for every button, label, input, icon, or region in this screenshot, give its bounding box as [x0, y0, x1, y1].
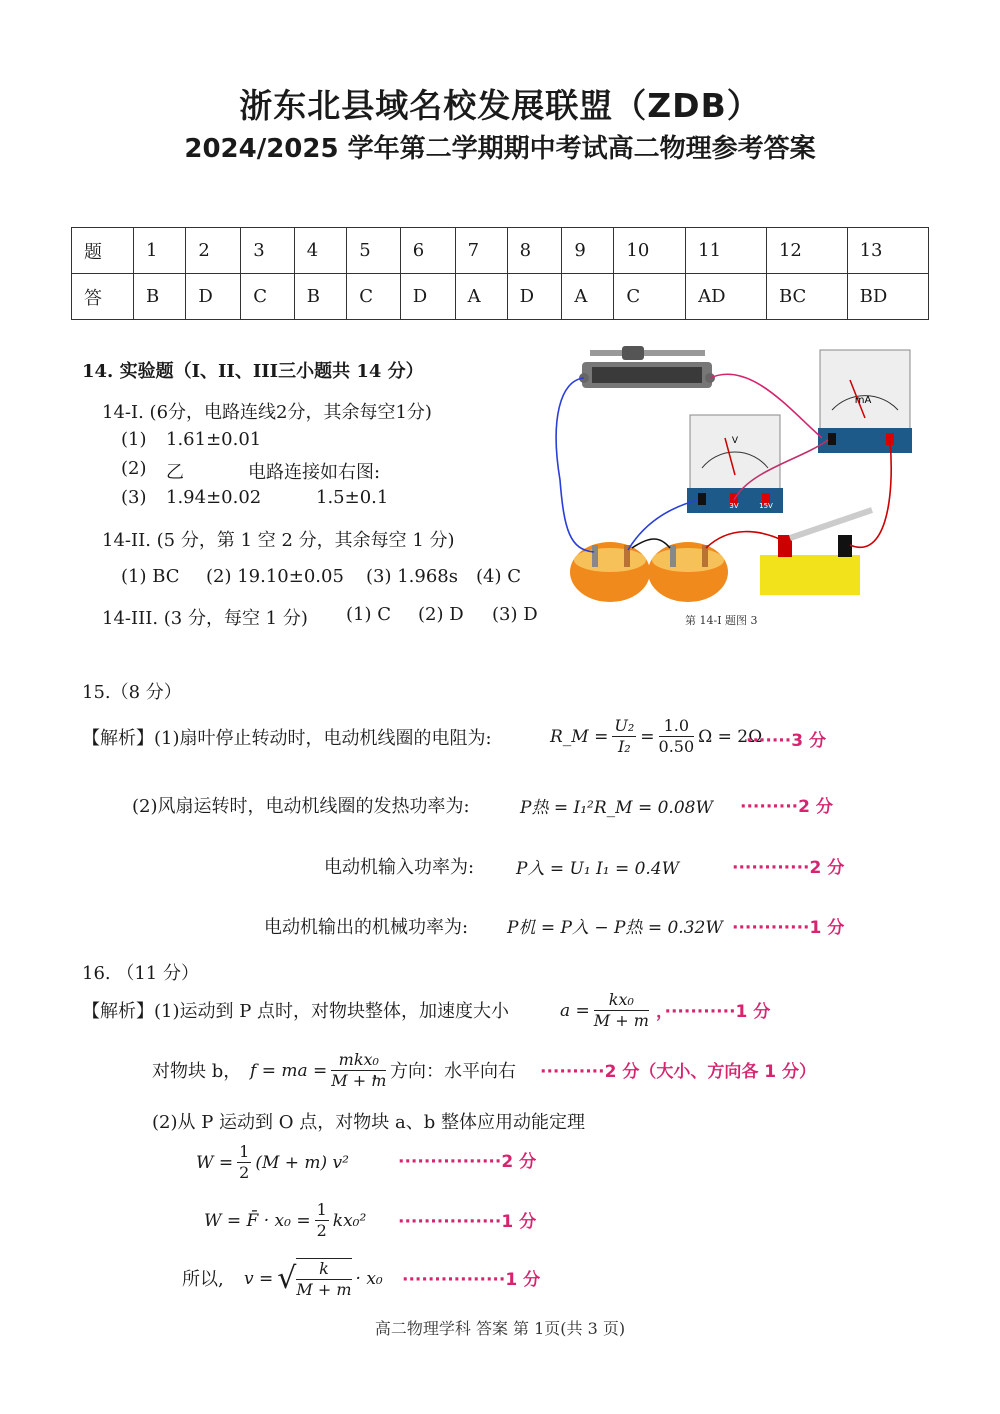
fraction-denominator: 2 [316, 1221, 327, 1240]
formula-rhs: kx₀² [332, 1210, 367, 1231]
q16-line2-score: ··········2 分（大小、方向各 1 分） [540, 1062, 816, 1082]
q15-line4-formula: P机 = P入 − P热 = 0.32W [507, 918, 723, 938]
fraction-numerator: U₂ [614, 716, 635, 735]
q16-heading: 16. （11 分） [82, 963, 199, 984]
table-cell: A [455, 274, 507, 320]
table-cell: BD [847, 274, 928, 320]
q16-formula-v [244, 1258, 383, 1300]
formula-lhs: a = [560, 1000, 590, 1021]
q14-p1-3b: 1.5±0.1 [316, 487, 389, 508]
fraction-half [315, 1200, 329, 1241]
voltmeter-terminal-3v: 3V [729, 502, 739, 510]
fraction-denominator: 0.50 [658, 737, 695, 756]
q16-w2-score: ················1 分 [398, 1212, 537, 1232]
q15-line2-score: ·········2 分 [740, 797, 833, 817]
q16-line2a: 对物块 b， [152, 1061, 242, 1082]
q16-line1-score: ，···········1 分 [656, 1002, 771, 1022]
q14-heading: 14. 实验题（I、II、III三小题共 14 分） [82, 361, 424, 382]
q14-p1-2b: 电路连接如右图: [248, 462, 381, 483]
fruit-battery-image [570, 542, 728, 602]
q14-p2-2: (2) 19.10±0.05 [206, 566, 344, 587]
voltmeter-label: V [731, 436, 739, 446]
voltmeter-terminal-15v: 15V [759, 502, 773, 510]
fraction-numerator: 1 [239, 1142, 250, 1161]
rheostat-image [579, 346, 715, 388]
row-label-answer: 答 [72, 274, 134, 320]
ammeter-label: mA [854, 395, 872, 406]
q14-p1-1-num: (1) [121, 429, 147, 450]
q15-formula-rm [550, 716, 762, 757]
page-footer: 高二物理学科 答案 第 1页(共 3 页) [374, 1319, 626, 1338]
formula-rhs: Ω = 2Ω [698, 726, 763, 747]
fraction-denominator: M + m [331, 1071, 387, 1090]
table-cell: C [241, 274, 295, 320]
q14-part1-heading: 14-I. (6分，电路连线2分，其余每空1分) [102, 402, 432, 423]
q15-line3-score: ············2 分 [732, 858, 845, 878]
q15-line3-formula: P入 = U₁ I₁ = 0.4W [516, 859, 680, 879]
table-cell: D [507, 274, 562, 320]
table-cell: 7 [455, 228, 507, 274]
q16-w1-score: ················2 分 [398, 1152, 537, 1172]
table-cell: C [614, 274, 686, 320]
q15-line4: 电动机输出的机械功率为: [264, 917, 469, 938]
table-cell: 9 [562, 228, 614, 274]
row-label-question: 题 [72, 228, 134, 274]
q15-line3: 电动机输入功率为: [324, 857, 475, 878]
table-cell: BC [766, 274, 847, 320]
table-cell: 1 [133, 228, 185, 274]
q15-heading: 15.（8 分） [82, 682, 182, 703]
q14-p2-3: (3) 1.968s [366, 566, 458, 587]
table-cell: 8 [507, 228, 562, 274]
fraction [659, 716, 695, 757]
q16-formula-a [560, 990, 649, 1031]
q14-p1-3a: 1.94±0.02 [166, 487, 262, 508]
table-row-questions [72, 228, 929, 274]
equals-sign: = [640, 726, 655, 747]
q16-so: 所以, [182, 1269, 224, 1290]
q14-p1-2-num: (2) [121, 458, 147, 479]
fraction-half [237, 1142, 251, 1183]
fraction [296, 1258, 351, 1300]
q16-v-score: ················1 分 [402, 1270, 541, 1290]
table-cell: 4 [294, 228, 346, 274]
fraction-numerator: 1 [316, 1200, 327, 1219]
q16-formula-w1 [196, 1142, 349, 1183]
q16-formula-w2 [204, 1200, 366, 1241]
q14-p1-1: 1.61±0.01 [166, 429, 262, 450]
table-cell: B [133, 274, 185, 320]
q16-line3: (2)从 P 运动到 O 点，对物块 a、b 整体应用动能定理 [152, 1112, 585, 1133]
table-cell: 13 [847, 228, 928, 274]
table-cell: AD [686, 274, 767, 320]
formula-lhs: W = [196, 1152, 234, 1173]
q16-formula-f [250, 1050, 386, 1091]
q14-p1-3-num: (3) [121, 487, 147, 508]
table-cell: A [562, 274, 614, 320]
table-cell: 6 [400, 228, 455, 274]
q15-line1: 【解析】(1)扇叶停止转动时，电动机线圈的电阻为: [82, 728, 492, 749]
formula-rhs: · x₀ [355, 1269, 383, 1289]
table-row-answers [72, 274, 929, 320]
q15-line4-score: ············1 分 [732, 918, 845, 938]
table-cell: 11 [686, 228, 767, 274]
fraction-numerator: 1.0 [659, 716, 695, 737]
formula-lhs: v = [244, 1269, 274, 1289]
table-cell: C [347, 274, 401, 320]
fraction-denominator: I₂ [617, 737, 631, 756]
fraction-numerator: k [296, 1259, 351, 1280]
fraction-numerator: kx₀ [594, 990, 649, 1011]
table-cell: 5 [347, 228, 401, 274]
switch-image [760, 510, 872, 595]
q16-line2b: ，方向：水平向右 [372, 1061, 516, 1082]
q14-p2-1: (1) BC [121, 566, 180, 587]
q15-line2-formula: P热 = I₁²R_M = 0.08W [520, 798, 713, 818]
q16-line1: 【解析】(1)运动到 P 点时，对物块整体，加速度大小 [82, 1001, 510, 1022]
q15-line1-score: ·······3 分 [746, 731, 826, 751]
formula-rhs: (M + m) v² [255, 1152, 349, 1173]
table-cell: 12 [766, 228, 847, 274]
fraction-denominator: M + m [296, 1280, 352, 1299]
page-subtitle: 2024/2025 学年第二学期期中考试高二物理参考答案 [184, 134, 816, 164]
q14-part3-heading: 14-III. (3 分，每空 1 分) [102, 608, 308, 629]
q14-p2-4: (4) C [476, 566, 521, 587]
table-cell: B [294, 274, 346, 320]
table-cell: D [186, 274, 241, 320]
sqrt-icon: √ [277, 1261, 297, 1296]
q14-p1-2a: 乙 [166, 462, 184, 483]
fraction-denominator: 2 [239, 1163, 250, 1182]
fraction-numerator: mkx₀ [331, 1050, 386, 1071]
formula-lhs: f = ma = [250, 1060, 328, 1081]
circuit-figure [550, 340, 930, 610]
table-cell: 2 [186, 228, 241, 274]
fraction-denominator: M + m [593, 1011, 649, 1030]
q14-p3-3: (3) D [492, 604, 538, 625]
formula-lhs: R_M = [550, 726, 609, 747]
q14-part2-heading: 14-II. (5 分，第 1 空 2 分，其余每空 1 分) [102, 530, 455, 551]
q14-p3-1: (1) C [346, 604, 391, 625]
formula-lhs: W = F̄ · x₀ = [204, 1210, 311, 1231]
page-title: 浙东北县域名校发展联盟（ZDB） [239, 86, 761, 125]
table-cell: D [400, 274, 455, 320]
fraction [612, 716, 636, 757]
table-cell: 10 [614, 228, 686, 274]
q14-p3-2: (2) D [418, 604, 464, 625]
figure-caption: 第 14-I 题图 3 [685, 614, 758, 627]
fraction [594, 990, 649, 1031]
table-cell: 3 [241, 228, 295, 274]
q15-line2: (2)风扇运转时，电动机线圈的发热功率为: [132, 796, 470, 817]
sqrt [277, 1258, 351, 1300]
answer-table [71, 227, 929, 320]
